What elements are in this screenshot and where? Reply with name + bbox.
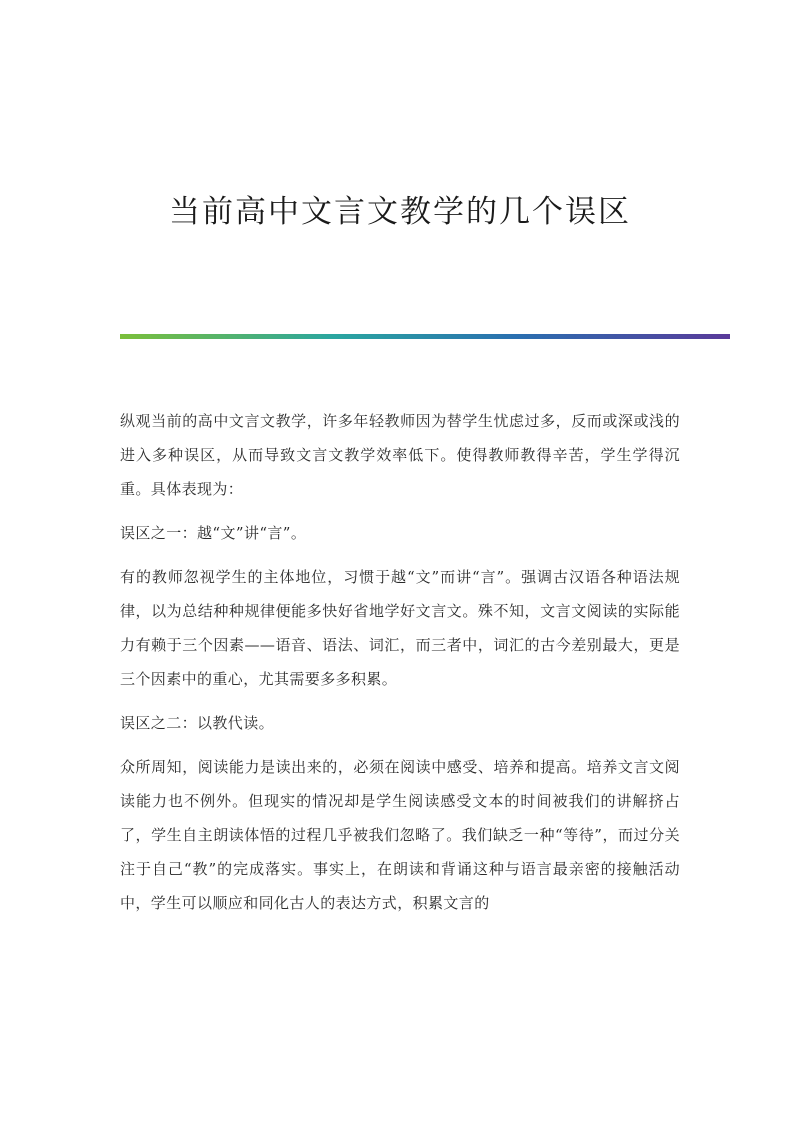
paragraph-misconception-1: 有的教师忽视学生的主体地位，习惯于越“文”而讲“言”。强调古汉语各种语法规律，以为总结种种规律便能多快好省地学好文言文。殊不知，文言文阅读的实际能力有赖于三个因素——语音、语法、词汇，而三者中，词汇的古今差别最大，更是三个因素中的重心，尤其需要多多积累。 [120, 568, 680, 688]
paragraph-misconception-2: 众所周知，阅读能力是读出来的，必须在阅读中感受、培养和提高。培养文言文阅读能力也不例外。但现实的情况却是学生阅读感受文本的时间被我们的讲解挤占了，学生自主朗读体悟的过程几乎被我们忽略了。我们缺乏一种“等待”，而过分关注于自己“教”的完成落实。事实上，在朗读和背诵这种与语言最亲密的接触活动中，学生可以顺应和同化古人的表达方式，积累文言的 [120, 758, 680, 912]
document-title: 当前高中文言文教学的几个误区 [169, 194, 631, 230]
title-divider-rule [120, 334, 730, 339]
paragraph-intro: 纵观当前的高中文言文教学，许多年轻教师因为替学生忧虑过多，反而或深或浅的进入多种误区，从而导致文言文教学效率低下。使得教师教得辛苦，学生学得沉重。具体表现为： [120, 412, 680, 498]
heading-misconception-2: 误区之二：以教代读。 [120, 714, 275, 732]
heading-misconception-1: 误区之一：越“文”讲“言”。 [120, 524, 307, 542]
document-body [120, 404, 680, 930]
